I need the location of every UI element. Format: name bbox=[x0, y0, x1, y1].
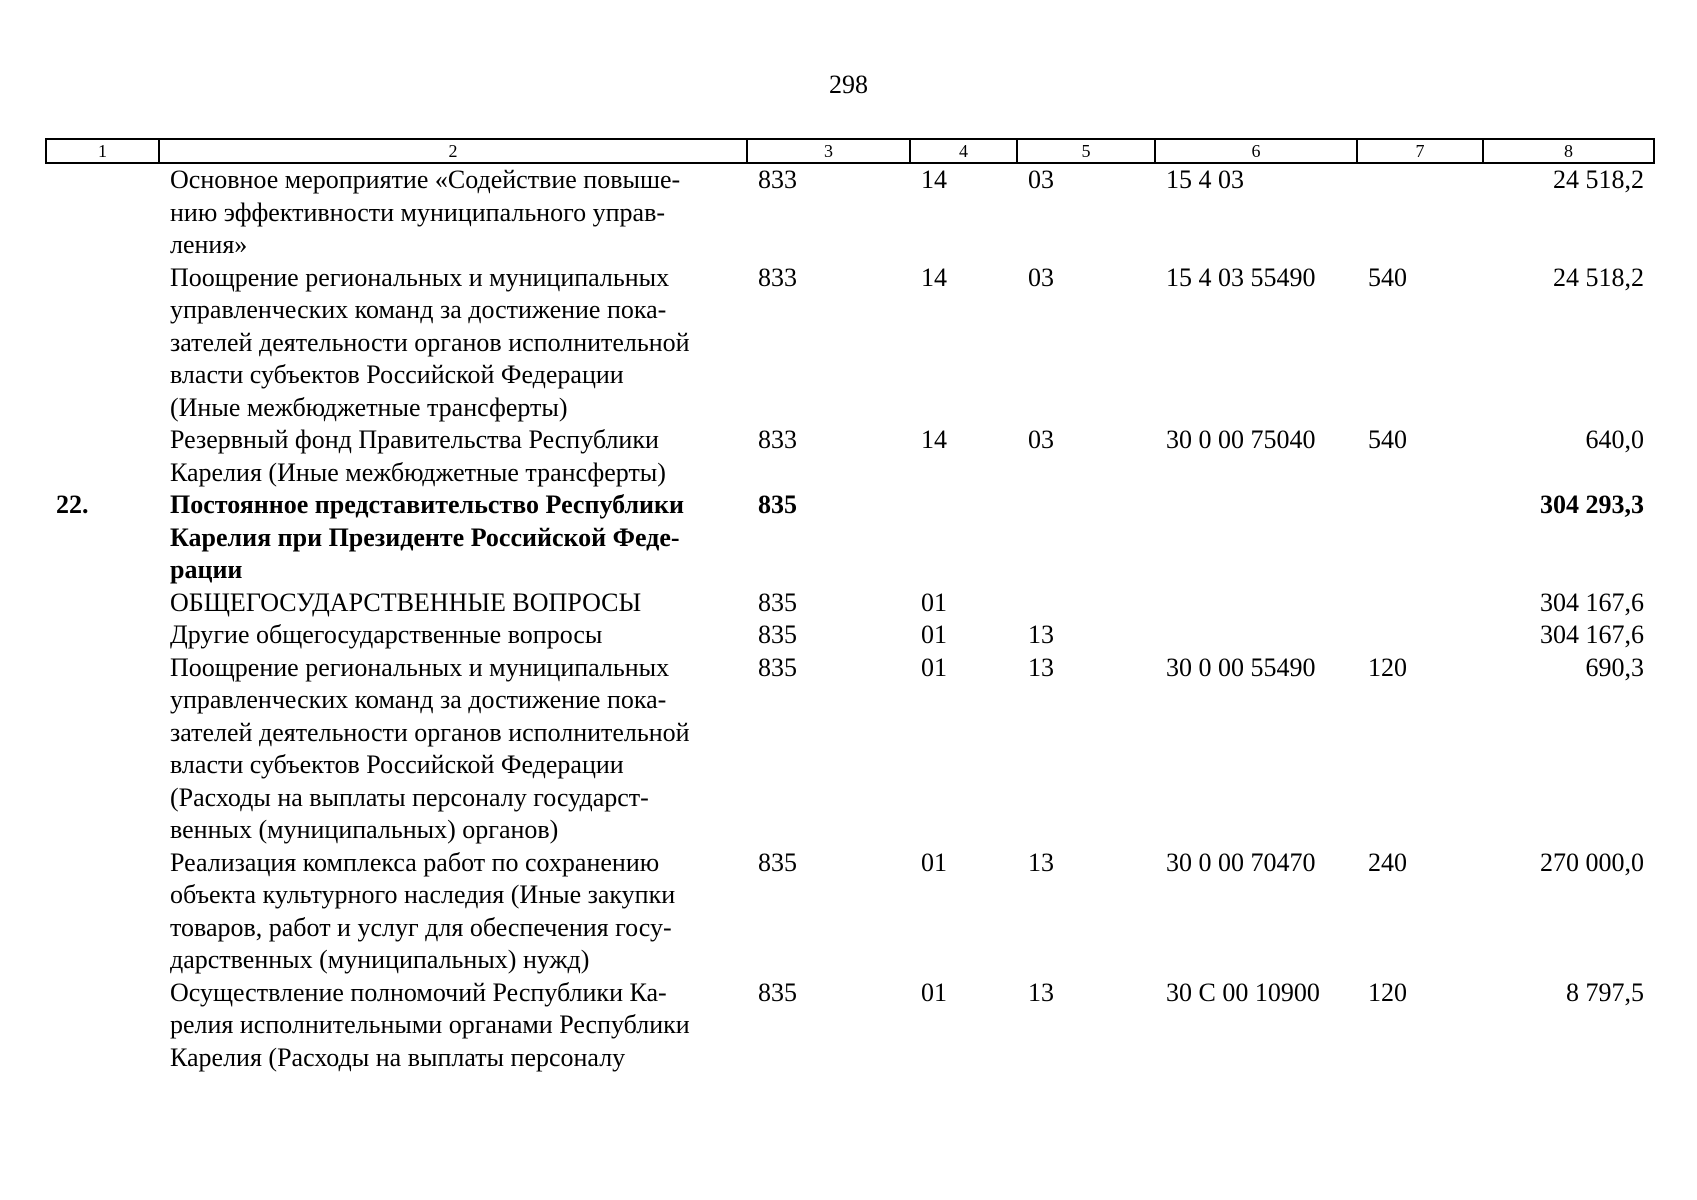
amount: 8 797,5 bbox=[1566, 977, 1644, 1007]
table-row bbox=[46, 424, 1654, 489]
amount: 304 167,6 bbox=[1540, 620, 1644, 649]
row-number bbox=[46, 424, 159, 489]
target-article-code: 30 0 00 55490 bbox=[1166, 652, 1316, 682]
subsection-code: 03 bbox=[1028, 425, 1054, 454]
amount: 24 518,2 bbox=[1553, 165, 1644, 194]
row-number bbox=[46, 163, 159, 262]
row-name: ОБЩЕГОСУДАРСТВЕННЫЕ ВОПРОСЫ bbox=[170, 587, 642, 617]
row-number bbox=[46, 977, 159, 1075]
table-row bbox=[46, 977, 1654, 1075]
expense-type-code bbox=[1357, 619, 1483, 652]
expense-type-code: 540 bbox=[1368, 425, 1407, 454]
row-name: Другие общегосударственные вопросы bbox=[170, 620, 603, 649]
column-header: 8 bbox=[1483, 139, 1654, 163]
table-row bbox=[46, 489, 1654, 587]
target-article-code: 30 0 00 75040 bbox=[1166, 425, 1316, 454]
expense-type-code: 240 bbox=[1368, 847, 1407, 877]
row-name: Поощрение региональных и муниципальных управленческих команд за достижение пока- зателей деятельности органов исполнительной власти субъектов Российской Федерации (Иные межбюджетные трансферты) bbox=[170, 262, 690, 422]
admin-code: 835 bbox=[758, 620, 797, 649]
amount: 24 518,2 bbox=[1553, 262, 1644, 292]
expense-type-code bbox=[1357, 163, 1483, 262]
row-name: Постоянное представительство Республики Карелия при Президенте Российской Феде- рации bbox=[170, 490, 684, 584]
admin-code: 833 bbox=[758, 165, 797, 194]
subsection-code: 13 bbox=[1028, 620, 1054, 649]
row-number bbox=[46, 847, 159, 977]
target-article-code: 30 0 00 70470 bbox=[1166, 847, 1316, 877]
table-body bbox=[46, 163, 1654, 1074]
target-article-code: 30 С 00 10900 bbox=[1166, 977, 1320, 1007]
section-code: 01 bbox=[921, 587, 947, 617]
subsection-code bbox=[1017, 489, 1155, 587]
amount: 640,0 bbox=[1585, 425, 1644, 454]
expense-type-code: 120 bbox=[1368, 977, 1407, 1007]
amount: 304 293,3 bbox=[1540, 490, 1644, 519]
row-number bbox=[46, 619, 159, 652]
table-row bbox=[46, 847, 1654, 977]
subsection-code: 13 bbox=[1028, 847, 1054, 877]
section-code: 01 bbox=[921, 847, 947, 877]
table-row bbox=[46, 163, 1654, 262]
budget-table bbox=[45, 138, 1655, 1074]
target-article-code: 15 4 03 bbox=[1166, 165, 1244, 194]
admin-code: 833 bbox=[758, 262, 797, 292]
admin-code: 833 bbox=[758, 425, 797, 454]
row-number: 22. bbox=[56, 490, 89, 519]
column-header: 3 bbox=[747, 139, 910, 163]
expense-type-code: 120 bbox=[1368, 652, 1407, 682]
table-row bbox=[46, 652, 1654, 847]
admin-code: 835 bbox=[758, 847, 797, 877]
subsection-code: 13 bbox=[1028, 977, 1054, 1007]
row-name: Осуществление полномочий Республики Ка- релия исполнительными органами Республики Карелия (Расходы на выплаты персоналу bbox=[170, 977, 690, 1072]
table-row bbox=[46, 262, 1654, 425]
row-name: Резервный фонд Правительства Республики Карелия (Иные межбюджетные трансферты) bbox=[170, 425, 666, 487]
subsection-code bbox=[1017, 587, 1155, 620]
column-header: 7 bbox=[1357, 139, 1483, 163]
column-number-header bbox=[46, 139, 1654, 163]
column-header: 4 bbox=[910, 139, 1017, 163]
column-header: 2 bbox=[159, 139, 747, 163]
subsection-code: 13 bbox=[1028, 652, 1054, 682]
page-number: 298 bbox=[829, 70, 868, 99]
row-number bbox=[46, 652, 159, 847]
subsection-code: 03 bbox=[1028, 165, 1054, 194]
table-row bbox=[46, 587, 1654, 620]
expense-type-code bbox=[1357, 489, 1483, 587]
amount: 304 167,6 bbox=[1540, 587, 1644, 617]
admin-code: 835 bbox=[758, 490, 797, 519]
admin-code: 835 bbox=[758, 587, 797, 617]
target-article-code bbox=[1155, 489, 1357, 587]
section-code bbox=[910, 489, 1017, 587]
section-code: 14 bbox=[921, 262, 947, 292]
section-code: 01 bbox=[921, 977, 947, 1007]
column-header: 1 bbox=[46, 139, 159, 163]
expense-type-code bbox=[1357, 587, 1483, 620]
column-header: 6 bbox=[1155, 139, 1357, 163]
section-code: 01 bbox=[921, 620, 947, 649]
section-code: 14 bbox=[921, 425, 947, 454]
target-article-code bbox=[1155, 619, 1357, 652]
expense-type-code: 540 bbox=[1368, 262, 1407, 292]
section-code: 14 bbox=[921, 165, 947, 194]
table-row bbox=[46, 619, 1654, 652]
row-number bbox=[46, 587, 159, 620]
target-article-code: 15 4 03 55490 bbox=[1166, 262, 1316, 292]
admin-code: 835 bbox=[758, 977, 797, 1007]
subsection-code: 03 bbox=[1028, 262, 1054, 292]
target-article-code bbox=[1155, 587, 1357, 620]
admin-code: 835 bbox=[758, 652, 797, 682]
row-number bbox=[46, 262, 159, 425]
row-name: Реализация комплекса работ по сохранению объекта культурного наследия (Иные закупки товаров, работ и услуг для обеспечения госу- дарственных (муниципальных) нужд) bbox=[170, 847, 676, 974]
column-header: 5 bbox=[1017, 139, 1155, 163]
row-name: Основное мероприятие «Содействие повыше- нию эффективности муниципального управ- ления» bbox=[170, 165, 681, 259]
amount: 690,3 bbox=[1585, 652, 1644, 682]
row-name: Поощрение региональных и муниципальных управленческих команд за достижение пока- зателей деятельности органов исполнительной власти субъектов Российской Федерации (Расходы на выплаты персоналу государст- венных (муниципальных) органов) bbox=[170, 652, 690, 844]
section-code: 01 bbox=[921, 652, 947, 682]
amount: 270 000,0 bbox=[1540, 847, 1644, 877]
